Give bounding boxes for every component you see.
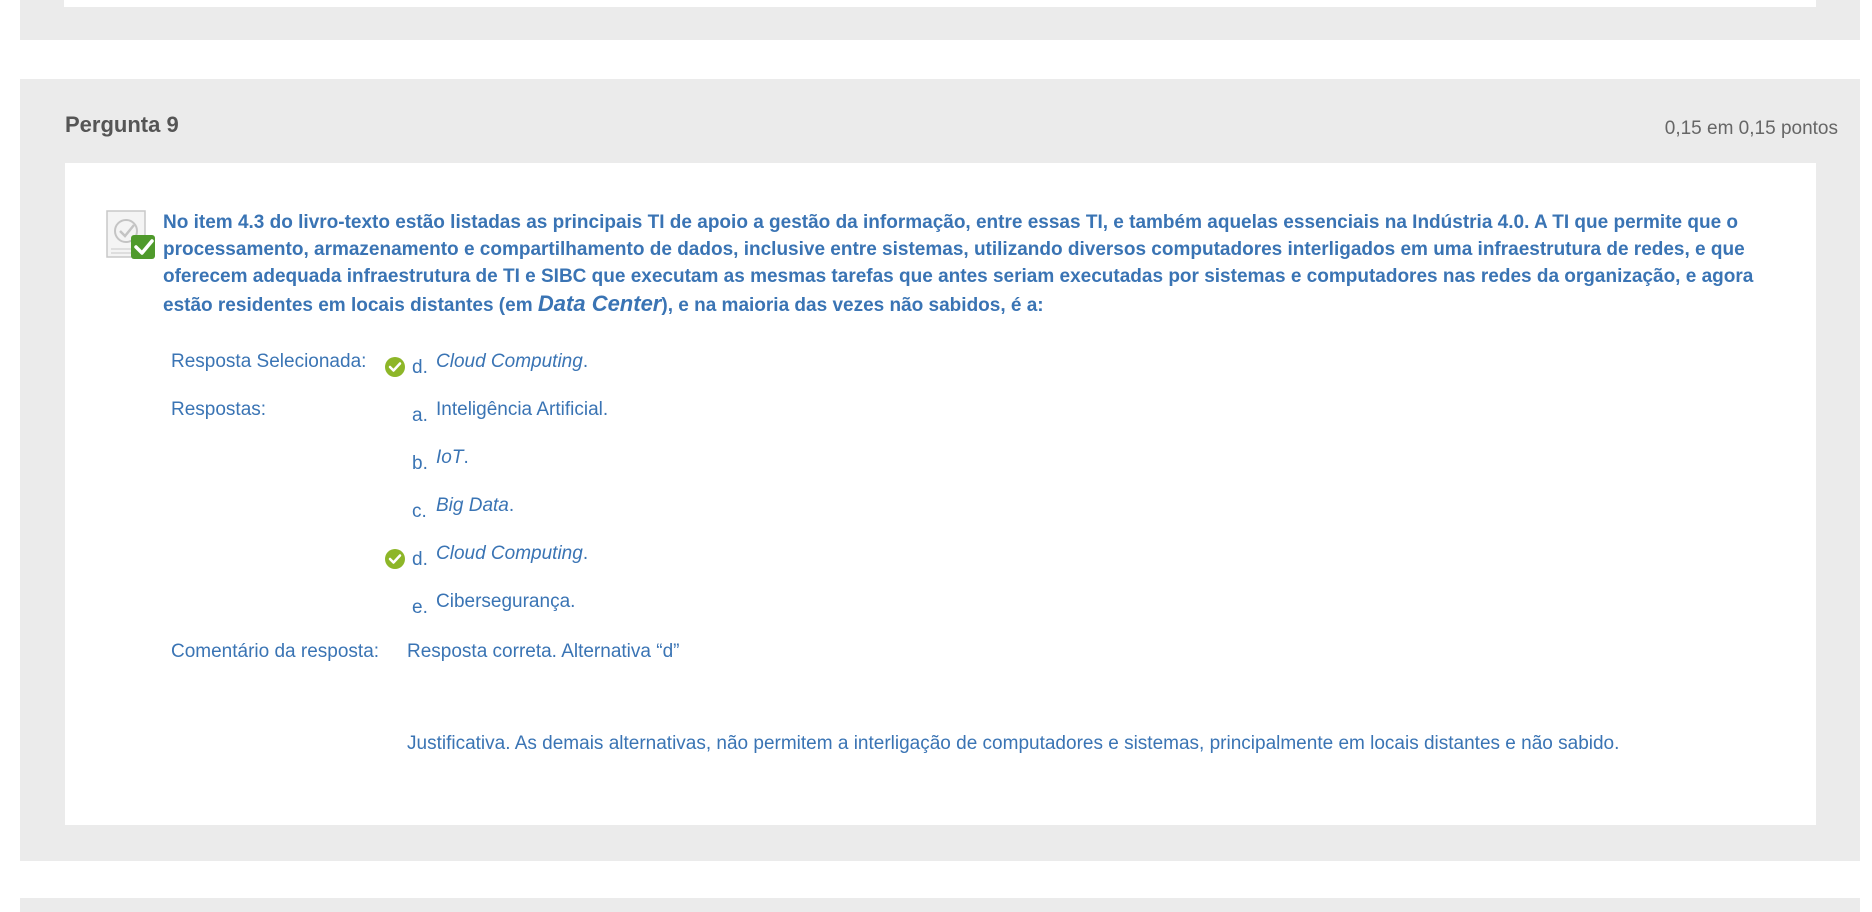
question-score: 0,15 em 0,15 pontos: [1664, 118, 1838, 139]
answer-letter: e.: [412, 597, 428, 618]
answer-suffix: .: [570, 591, 576, 612]
selected-answer-text: [436, 351, 588, 373]
answer-value: Big Data: [436, 495, 509, 516]
answer-option-b: [65, 445, 1816, 475]
answer-text: [436, 591, 575, 613]
comment-label: Comentário da resposta:: [171, 641, 380, 662]
answer-text: [436, 495, 514, 517]
question-title: Pergunta 9: [65, 112, 179, 137]
answer-value: Inteligência Artificial: [436, 399, 603, 420]
next-question-panel: [20, 898, 1860, 912]
question-panel: [20, 79, 1860, 861]
answer-option-a: [65, 397, 1816, 427]
answer-option-d: [65, 541, 1816, 571]
answer-text: [436, 399, 608, 421]
answer-option-e: [65, 589, 1816, 619]
selected-answer-row: [65, 349, 1816, 379]
selected-answer-value: Cloud Computing: [436, 351, 583, 372]
check-circle-icon: [385, 357, 405, 377]
comment-value: Resposta correta. Alternativa “d”: [407, 641, 680, 662]
previous-question-content: [64, 0, 1816, 7]
answer-suffix: .: [508, 495, 515, 516]
comment-justification: Justificativa. As demais alternativas, não permitem a interligação de computadores e sistemas, principalmente em locais distantes e não sabido.: [407, 733, 1620, 754]
answer-option-c: [65, 493, 1816, 523]
selected-answer-letter: d.: [412, 357, 428, 378]
answer-letter: c.: [412, 501, 427, 522]
previous-question-panel: [20, 0, 1860, 40]
answer-suffix: .: [463, 447, 469, 468]
question-content: [65, 163, 1816, 825]
answer-letter: b.: [412, 453, 428, 474]
question-text-part2: ), e na maioria das vezes não sabidos, é a:: [661, 295, 1044, 316]
answer-suffix: .: [602, 399, 609, 420]
answer-text: [436, 447, 469, 469]
check-circle-icon: [385, 549, 405, 569]
question-text-emphasis: Data Center: [537, 291, 662, 316]
answer-letter: d.: [412, 549, 428, 570]
answer-value: IoT: [436, 447, 464, 468]
answer-suffix: .: [582, 543, 589, 564]
answer-value: Cibersegurança: [436, 591, 571, 612]
question-text-part1: No item 4.3 do livro-texto estão listadas as principais TI de apoio a gestão da informação, entre essas TI, e também aquelas essenciais na Indústria 4.0. A TI que permite que o processamento, armazenamento e compartilhamento de dados, inclusive entre sistemas, utilizando diversos computadores interligados em uma infraestrutura de redes, e que oferecem adequada infraestrutura de TI e SIBC que executam as mesmas tarefas que antes seriam executadas por sistemas e computadores nas redes da organização, e agora estão residentes em locais distantes (em: [163, 212, 1754, 316]
answer-value: Cloud Computing: [436, 543, 583, 564]
correct-answer-icon: [105, 209, 157, 261]
question-text: [163, 209, 1803, 319]
answer-text: [436, 543, 588, 565]
answer-letter: a.: [412, 405, 428, 426]
answers-label: Respostas:: [171, 399, 267, 420]
selected-answer-suffix: .: [582, 351, 589, 372]
selected-answer-label: Resposta Selecionada:: [171, 351, 367, 372]
